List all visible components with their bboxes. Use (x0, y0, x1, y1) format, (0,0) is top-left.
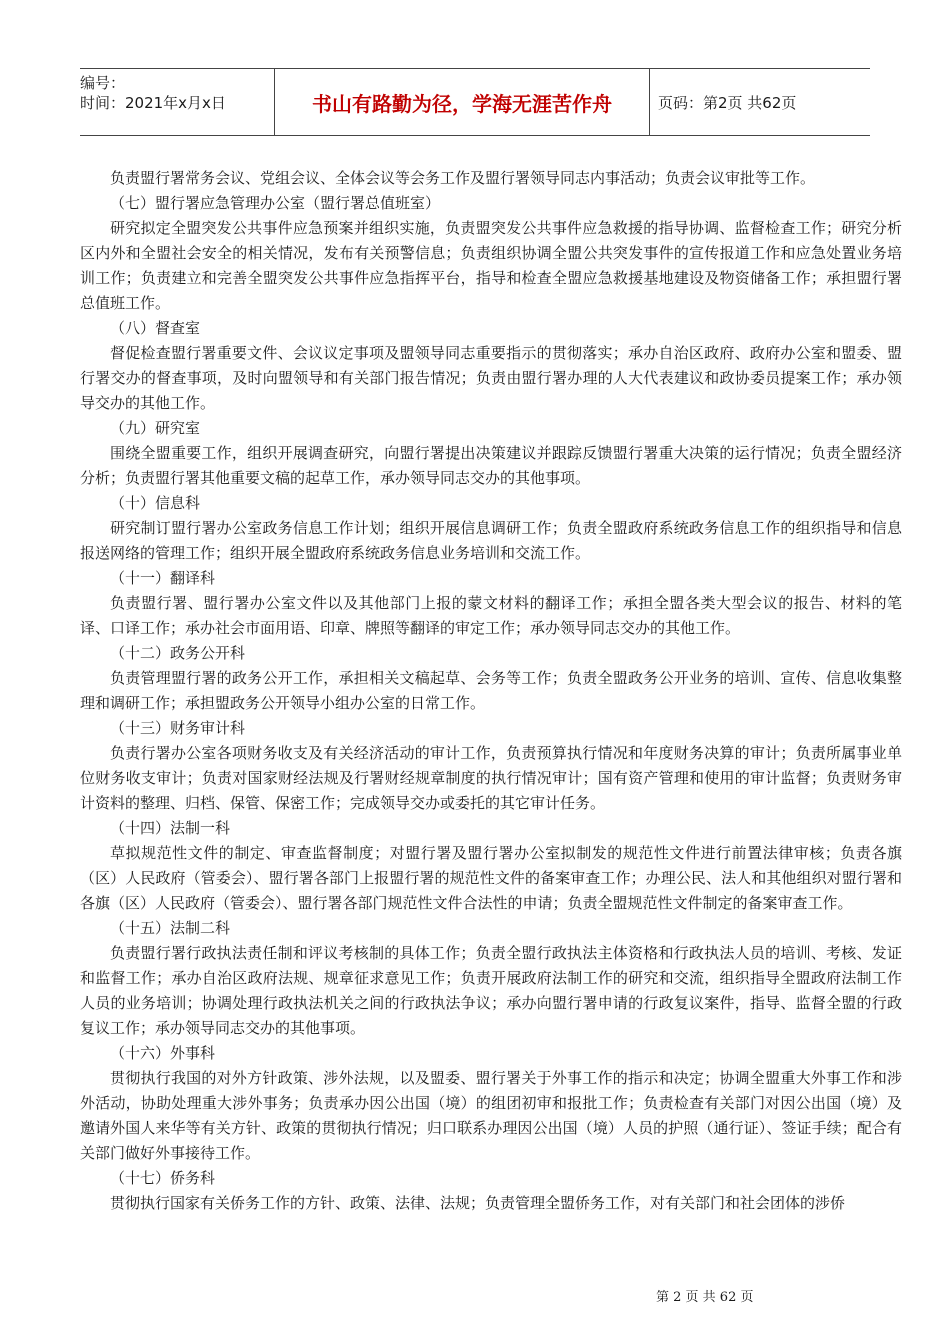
section-heading: （十）信息科 (110, 494, 201, 512)
body-paragraph: 督促检查盟行署重要文件、会议议定事项及盟领导同志重要指示的贯彻落实；承办自治区政府、政府办公室和盟委、盟行署交办的督查事项，及时向盟领导和有关部门报告情况；负责由盟行署办理的人大代表建议和政协委员提案工作；承办领导交办的其他工作。 (80, 344, 902, 412)
section-heading: （七）盟行署应急管理办公室（盟行署总值班室） (110, 194, 441, 212)
section-heading: （十三）财务审计科 (110, 719, 246, 737)
body-paragraph: 负责行署办公室各项财务收支及有关经济活动的审计工作，负责预算执行情况和年度财务决算的审计；负责所属事业单位财务收支审计；负责对国家财经法规及行署财经规章制度的执行情况审计；国有资产管理和使用的审计监督；负责财务审计资料的整理、归档、保管、保密工作；完成领导交办或委托的其它审计任务。 (80, 744, 902, 812)
header-page-info: 页码：第2页 共62页 (658, 93, 797, 112)
body-paragraph: 负责盟行署常务会议、党组会议、全体会议等会务工作及盟行署领导同志内事活动；负责会议审批等工作。 (110, 169, 816, 187)
header-motto: 书山有路勤为径，学海无涯苦作舟 (275, 69, 650, 135)
page-header (80, 68, 870, 136)
body-paragraph: 贯彻执行我国的对外方针政策、涉外法规，以及盟委、盟行署关于外事工作的指示和决定；协调全盟重大外事工作和涉外活动，协助处理重大涉外事务；负责承办因公出国（境）的组团初审和报批工作；负责检查有关部门对因公出国（境）及邀请外国人来华等有关方针、政策的贯彻执行情况；归口联系办理因公出国（境）人员的护照（通行证）、签证手续；配合有关部门做好外事接待工作。 (80, 1069, 902, 1162)
section-heading: （十四）法制一科 (110, 819, 231, 837)
section-heading: （八）督查室 (110, 319, 201, 337)
section-heading: （十七）侨务科 (110, 1169, 216, 1187)
document-body (80, 166, 902, 1216)
document-number: 编号： (80, 74, 126, 92)
body-paragraph: 负责盟行署、盟行署办公室文件以及其他部门上报的蒙文材料的翻译工作；承担全盟各类大型会议的报告、材料的笔译、口译工作；承办社会市面用语、印章、牌照等翻译的审定工作；承办领导同志交办的其他工作。 (80, 594, 902, 637)
body-paragraph: 草拟规范性文件的制定、审查监督制度；对盟行署及盟行署办公室拟制发的规范性文件进行前置法律审核；负责各旗（区）人民政府（管委会）、盟行署各部门上报盟行署的规范性文件的备案审查工作；办理公民、法人和其他组织对盟行署和各旗（区）人民政府（管委会）、盟行署各部门规范性文件合法性的申请；负责全盟规范性文件制定的备案审查工作。 (80, 844, 902, 912)
body-paragraph: 贯彻执行国家有关侨务工作的方针、政策、法律、法规；负责管理全盟侨务工作，对有关部门和社会团体的涉侨 (110, 1194, 846, 1212)
section-heading: （十一）翻译科 (110, 569, 216, 587)
body-paragraph: 围绕全盟重要工作，组织开展调查研究，向盟行署提出决策建议并跟踪反馈盟行署重大决策的运行情况；负责全盟经济分析；负责盟行署其他重要文稿的起草工作，承办领导同志交办的其他事项。 (80, 444, 902, 487)
section-heading: （十二）政务公开科 (110, 644, 246, 662)
document-date: 时间：2021年x月x日 (80, 94, 226, 112)
page-footer: 第 2 页 共 62 页 (656, 1290, 754, 1305)
header-meta (80, 69, 275, 135)
body-paragraph: 研究制订盟行署办公室政务信息工作计划；组织开展信息调研工作；负责全盟政府系统政务信息工作的组织指导和信息报送网络的管理工作；组织开展全盟政府系统政务信息业务培训和交流工作。 (80, 519, 902, 562)
section-heading: （十六）外事科 (110, 1044, 216, 1062)
body-paragraph: 负责管理盟行署的政务公开工作，承担相关文稿起草、会务等工作；负责全盟政务公开业务的培训、宣传、信息收集整理和调研工作；承担盟政务公开领导小组办公室的日常工作。 (80, 669, 902, 712)
body-paragraph: 负责盟行署行政执法责任制和评议考核制的具体工作；负责全盟行政执法主体资格和行政执法人员的培训、考核、发证和监督工作；承办自治区政府法规、规章征求意见工作；负责开展政府法制工作的研究和交流，组织指导全盟政府法制工作人员的业务培训；协调处理行政执法机关之间的行政执法争议；承办向盟行署申请的行政复议案件，指导、监督全盟的行政复议工作；承办领导同志交办的其他事项。 (80, 944, 902, 1037)
body-paragraph: 研究拟定全盟突发公共事件应急预案并组织实施，负责盟突发公共事件应急救援的指导协调、监督检查工作；研究分析区内外和全盟社会安全的相关情况，发布有关预警信息；负责组织协调全盟公共突发事件的宣传报道工作和应急处置业务培训工作；负责建立和完善全盟突发公共事件应急指挥平台，指导和检查全盟应急救援基地建设及物资储备工作；承担盟行署总值班工作。 (80, 219, 902, 312)
section-heading: （九）研究室 (110, 419, 201, 437)
section-heading: （十五）法制二科 (110, 919, 231, 937)
